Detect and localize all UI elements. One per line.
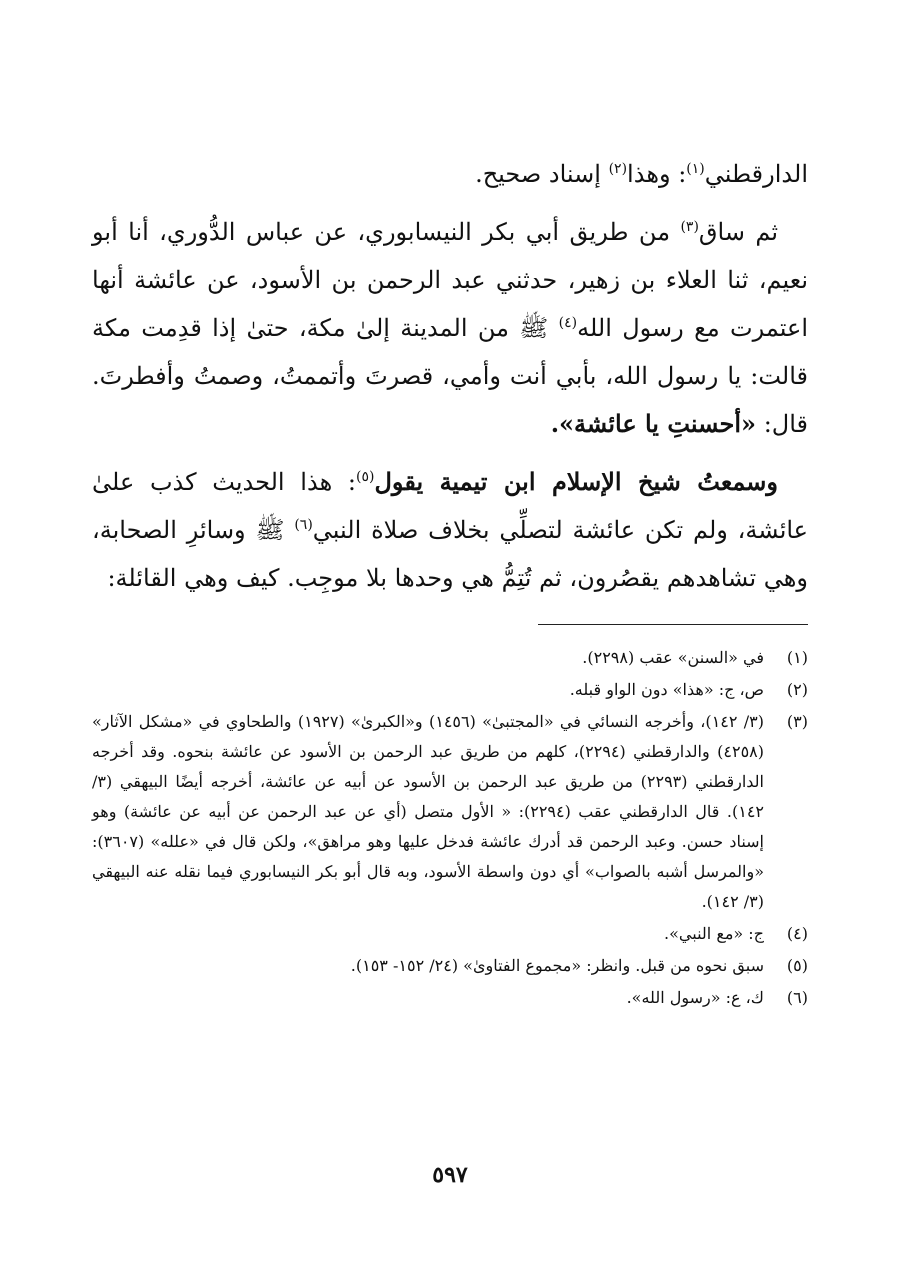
footnote-ref[interactable]: (٣): [680, 219, 699, 235]
text-run: : وهذا: [627, 160, 687, 188]
footnote-text: في «السنن» عقب (٢٢٩٨).: [582, 648, 764, 667]
text-run: ﷺ من المدينة إلىٰ مكة، حتىٰ إذا قدِمت مكة قالت: يا رسول الله، بأبي أنت وأمي، قصرتَ وأتممتُ، وصمتُ وأفطرتَ. قال:: [92, 314, 808, 438]
footnote-ref[interactable]: (٤): [558, 315, 578, 331]
text-run: من طريق أبي بكر النيسابوري، عن عباس الدُّوري، أنا أبو نعيم، ثنا العلاء بن زهير، حدثني عبد الرحمن بن الأسود، عن عائشة أنها اعتمرت مع رسول الله: [92, 218, 808, 342]
text-run: إسناد صحيح.: [475, 160, 609, 188]
footnote-text: ج: «مع النبي».: [664, 924, 764, 943]
footnote-number: (٣): [786, 712, 808, 731]
footnote-ref[interactable]: (٢): [608, 161, 628, 177]
paragraph-3: [92, 458, 808, 602]
footnote-number: (١): [786, 648, 808, 667]
footnote-ref[interactable]: (١): [686, 161, 705, 177]
page-number: ٥٩٧: [432, 1162, 468, 1188]
footnote-ref[interactable]: (٥): [356, 469, 375, 485]
paragraph-2: [92, 208, 808, 448]
footnote-item: [92, 675, 808, 705]
footnote-text: ك، ع: «رسول الله».: [626, 988, 764, 1007]
footnote-item: [92, 919, 808, 949]
page-content: [92, 150, 808, 1015]
paragraph-1: [92, 150, 808, 198]
text-run: ﷺ وسائرِ الصحابة، وهي تشاهدهم يقصُرون، ثم تُتِمُّ هي وحدها بلا موجِب. كيف وهي القائلة:: [92, 516, 808, 592]
footnote-item: [92, 707, 808, 917]
text-run: : هذا الحديث كذب علىٰ عائشة، ولم تكن عائشة لتصلِّي بخلاف صلاة النبي: [92, 468, 809, 544]
footnote-number: (٥): [786, 956, 808, 975]
footnote-item: [92, 951, 808, 981]
footnote-number: (٤): [786, 924, 808, 943]
footnote-text: (٣/ ١٤٢)، وأخرجه النسائي في «المجتبىٰ» (١٤٥٦) و«الكبرىٰ» (١٩٢٧) والطحاوي في «مشكل الآثار» (٤٢٥٨) والدارقطني (٢٢٩٤)، كلهم من طريق عبد الرحمن بن الأسود عن عائشة بنحوه. وقد أخرجه الدارقطني (٢٢٩٣) من طريق عبد الرحمن بن الأسود عن أبيه عن عائشة، أخرجه أيضًا البيهقي (٣/ ١٤٢). قال الدارقطني عقب (٢٢٩٤): « الأول متصل (أي عن عبد الرحمن عن أبيه عن عائشة) وهو إسناد حسن. وعبد الرحمن قد أدرك عائشة فدخل عليها وهو مراهق»، ولكن قال في «علله» (٣٦٠٧): «والمرسل أشبه بالصواب» أي دون واسطة الأسود، وبه قال أبو بكر النيسابوري فيما نقله عنه البيهقي (٣/ ١٤٢).: [92, 712, 765, 911]
footnote-number: (٦): [786, 988, 808, 1007]
text-run: الدارقطني: [704, 160, 808, 188]
footnote-item: [92, 643, 808, 673]
footnote-ref[interactable]: (٦): [294, 517, 313, 533]
text-run: ثم ساق: [698, 218, 779, 246]
hadith-quote: «أحسنتِ يا عائشة».: [550, 409, 757, 438]
footnote-item: [92, 983, 808, 1013]
footnote-divider: [538, 624, 808, 625]
text-run-bold: وسمعتُ شيخ الإسلام ابن تيمية يقول: [374, 467, 778, 496]
main-text: [92, 150, 808, 602]
footnote-text: ص، ج: «هذا» دون الواو قبله.: [569, 680, 764, 699]
footnote-text: سبق نحوه من قبل. وانظر: «مجموع الفتاوىٰ» (٢٤/ ١٥٢- ١٥٣).: [350, 956, 764, 975]
footnote-number: (٢): [786, 680, 808, 699]
footnotes: [92, 643, 808, 1013]
